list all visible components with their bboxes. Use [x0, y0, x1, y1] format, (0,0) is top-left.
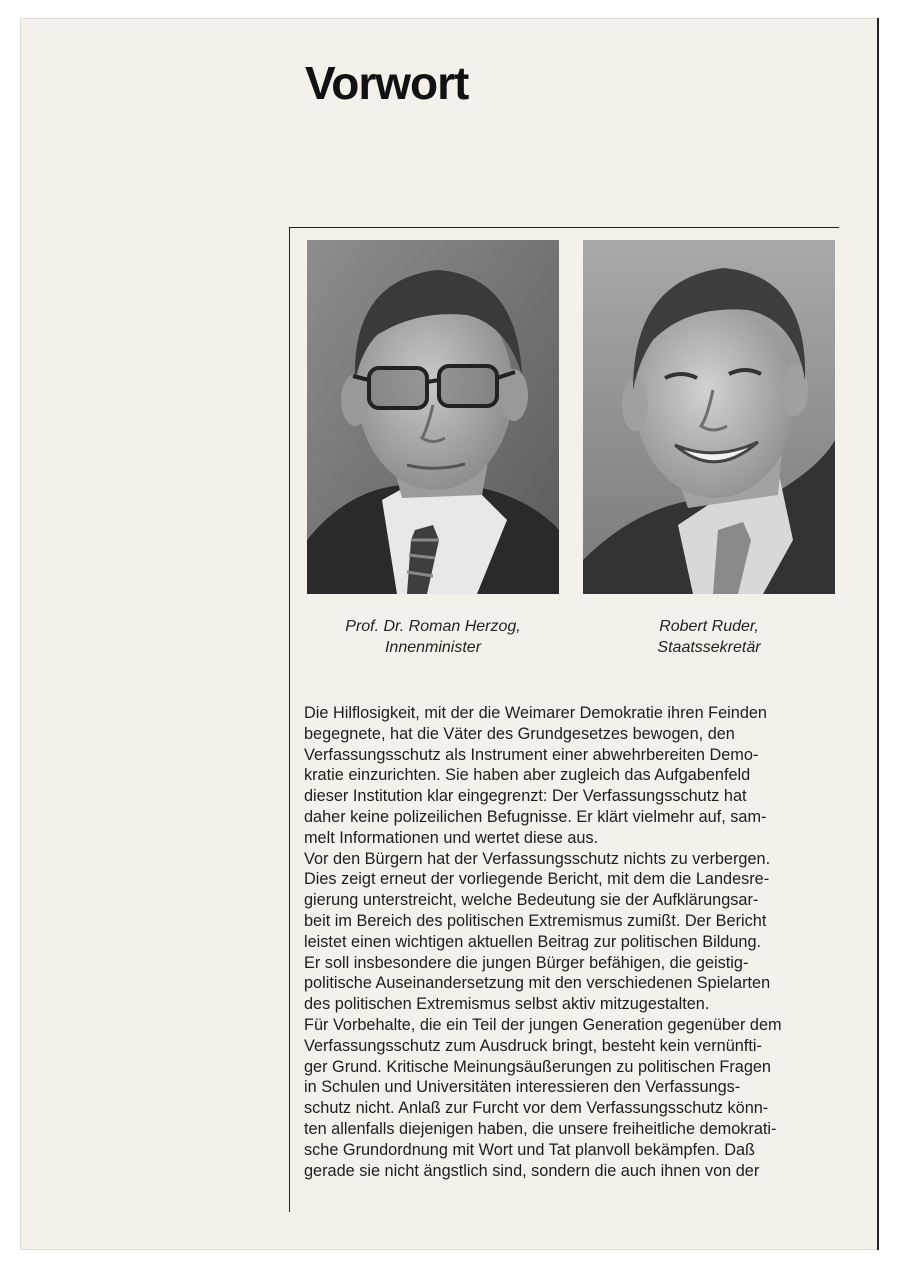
caption-role: Staatssekretär [657, 639, 761, 656]
text-line: Verfassungsschutz zum Ausdruck bringt, besteht kein vernünfti- [304, 1036, 762, 1055]
text-line: ten allenfalls diejenigen haben, die unsere freiheitliche demokrati- [304, 1119, 777, 1138]
text-line: daher keine polizeilichen Befugnisse. Er klärt vielmehr auf, sam- [304, 807, 767, 826]
text-line: Für Vorbehalte, die ein Teil der jungen Generation gegenüber dem [304, 1015, 782, 1034]
text-line: beit im Bereich des politischen Extremismus zumißt. Der Bericht [304, 911, 767, 930]
caption-name: Robert Ruder, [659, 618, 759, 635]
caption-herzog [307, 616, 559, 658]
text-line: kratie einzurichten. Sie haben aber zugleich das Aufgabenfeld [304, 766, 751, 785]
text-line: in Schulen und Universitäten interessieren den Verfassungs- [304, 1078, 741, 1097]
frame-rule-left [289, 227, 290, 1212]
text-line: gerade sie nicht ängstlich sind, sondern die auch ihnen von der [304, 1161, 760, 1180]
caption-name: Prof. Dr. Roman Herzog, [345, 618, 521, 635]
text-line: leistet einen wichtigen aktuellen Beitrag zur politischen Bildung. [304, 932, 762, 951]
text-line: Dies zeigt erneut der vorliegende Bericht, mit dem die Landesre- [304, 870, 770, 889]
text-line: dieser Institution klar eingegrenzt: Der Verfassungsschutz hat [304, 787, 747, 806]
text-line: Verfassungsschutz als Instrument einer abwehrbereiten Demo- [304, 745, 759, 764]
text-line: begegnete, hat die Väter des Grundgesetzes bewogen, den [304, 724, 735, 743]
text-line: des politischen Extremismus selbst aktiv mitzugestalten. [304, 995, 710, 1014]
text-line: Vor den Bürgern hat der Verfassungsschutz nichts zu verbergen. [304, 849, 771, 868]
text-line: sche Grundordnung mit Wort und Tat planvoll bekämpfen. Daß [304, 1140, 755, 1159]
text-line: Er soll insbesondere die jungen Bürger befähigen, die geistig- [304, 953, 749, 972]
text-line: politische Auseinandersetzung mit den verschiedenen Spielarten [304, 974, 771, 993]
frame-rule-top [289, 227, 839, 228]
text-line: Die Hilflosigkeit, mit der die Weimarer Demokratie ihren Feinden [304, 704, 767, 722]
text-line: ger Grund. Kritische Meinungsäußerungen zu politischen Fragen [304, 1057, 771, 1076]
text-line: melt Informationen und wertet diese aus. [304, 828, 599, 847]
foreword-body-text [304, 703, 838, 1181]
portrait-photo-herzog [307, 240, 559, 594]
caption-ruder [583, 616, 835, 658]
caption-role: Innenminister [384, 639, 482, 656]
page-edge [877, 18, 879, 1250]
text-line: gierung unterstreicht, welche Bedeutung sie der Aufklärungsar- [304, 891, 759, 910]
portrait-photo-ruder [583, 240, 835, 594]
page-title: Vorwort [305, 57, 469, 109]
text-line: schutz nicht. Anlaß zur Furcht vor dem Verfassungsschutz könn- [304, 1099, 769, 1118]
